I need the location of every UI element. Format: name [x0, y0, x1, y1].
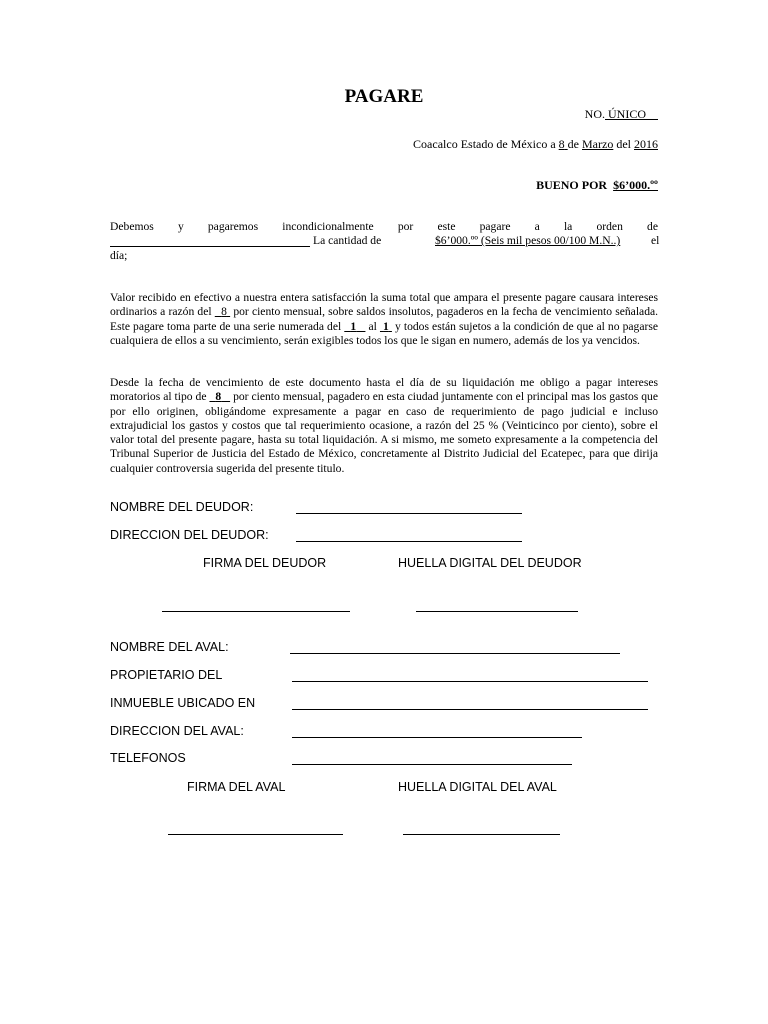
paragraph-interest [110, 291, 658, 348]
interest-text-2: por ciento mensual, sobre saldos insolutos, pagaderos en la fecha de vencimiento señalada. Este pagare toma parte de una serie numerada del [110, 305, 659, 333]
moratorium-text-2: por ciento mensual, pagadero en esta ciudad juntamente con el principal mas los gastos que por ello originen, obligándome expresamente a pagar en caso de requerimiento de pago judicial e incluso extrajudicial los gastos y costos que tal requerimiento ocasione, a razón del 25 % (Veinticinco por ciento), sobre el valor total del presente pagare, hasta su total liquidación. A si mismo, me someto expresamente a la competencia del Tribunal Superior de Justicia del Estado de México, concretamente al Distrito Judicial del Ecatepec, para que dirija cualquier controversia sugerida del presente titulo. [110, 390, 658, 475]
series-al: al [368, 319, 377, 333]
promise-word: pagare [479, 220, 511, 233]
debtor-name-line[interactable] [296, 513, 522, 514]
promise-word: este [437, 220, 456, 233]
moratorium-text-1: Desde la fecha de vencimiento de este documento hasta el día de su liquidación me obligo a pagar intereses moratorios al tipo de [110, 376, 658, 404]
promise-amount: $6’000.ºº (Seis mil pesos 00/100 M.N..) [435, 234, 621, 248]
series-from: 1 [350, 319, 357, 333]
debtor-name-label: NOMBRE DEL DEUDOR: [110, 500, 254, 514]
promise-amount-row [110, 234, 658, 249]
paragraph-moratorium [110, 376, 658, 476]
promise-word: incondicionalmente [282, 220, 374, 233]
document-title: PAGARE [344, 86, 424, 107]
interest-rate: 8 [221, 305, 227, 319]
guarantor-phones-line[interactable] [292, 764, 572, 765]
promise-word: la [563, 220, 573, 233]
number-value: ÚNICO [608, 107, 646, 121]
place-date [413, 137, 658, 152]
place-prefix: Coacalco Estado de México a [413, 137, 556, 151]
promise-word: por [397, 220, 414, 233]
bueno-por [536, 178, 658, 193]
debtor-signature-label: FIRMA DEL DEUDOR [203, 556, 327, 570]
number-label: NO. [584, 107, 605, 121]
guarantor-owner-label: PROPIETARIO DEL [110, 668, 223, 682]
guarantor-address-label: DIRECCION DEL AVAL: [110, 724, 244, 738]
promise-word: orden [596, 220, 623, 233]
guarantor-signature-line[interactable] [168, 834, 343, 835]
guarantor-address-line[interactable] [292, 737, 582, 738]
promise-words-row [110, 220, 658, 234]
debtor-fingerprint-label: HUELLA DIGITAL DEL DEUDOR [398, 556, 582, 570]
guarantor-signature-label: FIRMA DEL AVAL [187, 780, 286, 794]
interest-text-3: y todos están sujetos a la condición de que al no pagarse cualquiera de ellos a su vencimiento, serán exigibles todos los que le sigan en numero, además de los ya vencidos. [110, 319, 658, 347]
date-del: del [616, 137, 631, 151]
guarantor-name-line[interactable] [290, 653, 620, 654]
guarantor-phones-label: TELEFONOS [110, 751, 186, 765]
cantidad-label: La cantidad de [313, 234, 382, 248]
guarantor-name-label: NOMBRE DEL AVAL: [110, 640, 229, 654]
bueno-label: BUENO POR [536, 178, 608, 192]
guarantor-property-line[interactable] [292, 709, 648, 710]
moratorium-rate: 8 [215, 390, 222, 404]
debtor-address-label: DIRECCION DEL DEUDOR: [110, 528, 269, 542]
date-de: de [567, 137, 579, 151]
promise-word: y [177, 220, 184, 233]
date-month: Marzo [582, 137, 614, 151]
series-to: 1 [383, 319, 389, 333]
debtor-fingerprint-line[interactable] [416, 611, 578, 612]
promise-word: de [647, 220, 658, 233]
guarantor-fingerprint-label: HUELLA DIGITAL DEL AVAL [398, 780, 557, 794]
guarantor-owner-line[interactable] [292, 681, 648, 682]
promise-word: a [534, 220, 540, 233]
paragraph-promise [110, 220, 658, 264]
promise-dia: día; [110, 249, 128, 263]
interest-text-1: Valor recibido en efectivo a nuestra entera satisfacción la suma total que ampara el presente pagare causara intereses ordinarios a razón del [110, 291, 658, 319]
promise-word: pagaremos [207, 220, 259, 233]
bueno-amount: $6’000.ºº [613, 178, 658, 192]
promise-el: el [651, 234, 660, 248]
debtor-address-line[interactable] [296, 541, 522, 542]
payee-blank-line [110, 246, 310, 247]
date-year: 2016 [634, 137, 658, 151]
promise-word: Debemos [110, 220, 154, 233]
guarantor-property-label: INMUEBLE UBICADO EN [110, 696, 256, 710]
guarantor-fingerprint-line[interactable] [403, 834, 560, 835]
document-number [585, 107, 658, 122]
debtor-signature-line[interactable] [162, 611, 350, 612]
date-day: 8 [558, 137, 565, 151]
